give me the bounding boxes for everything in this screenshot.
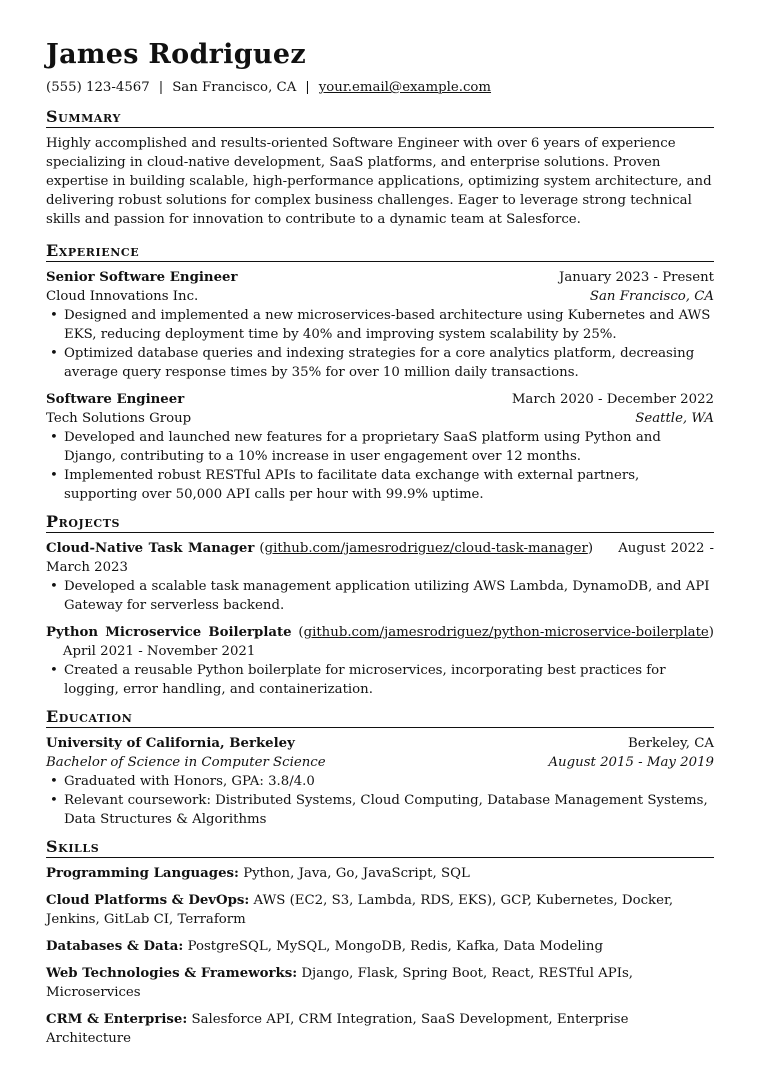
job-location: San Francisco, CA <box>589 289 714 304</box>
skill-value: Django, Flask, Spring Boot, React, RESTful APIs, Microservices <box>46 966 634 1000</box>
project-entry: Python Microservice Boilerplate (github.com/jamesrodriguez/python-microservice-boilerplate) April 2021 - November 2021 • Created a reusable Python boilerplate for microservices, incorporating best practices for logging, error handling, and containerization. <box>46 623 714 699</box>
section-title-experience: Experience <box>46 241 714 262</box>
section-title-projects: Projects <box>46 512 714 533</box>
job-bullet: • Optimized database queries and indexing strategies for a core analytics platform, decreasing average query response times by 35% for over 10 million daily transactions. <box>46 344 714 382</box>
project-dates: August 2022 - March 2023 <box>46 541 715 575</box>
project-entry: Cloud-Native Task Manager (github.com/jamesrodriguez/cloud-task-manager) August 2022 - March 2023 • Developed a scalable task management application utilizing AWS Lambda, DynamoDB, and API Gateway for serverless backend. <box>46 539 714 615</box>
experience-entry <box>46 268 714 382</box>
phone-number: (555) 123-4567 <box>46 80 150 95</box>
project-bullet: • Developed a scalable task management application utilizing AWS Lambda, DynamoDB, and API Gateway for serverless backend. <box>46 577 714 615</box>
job-bullet: • Implemented robust RESTful APIs to facilitate data exchange with external partners, supporting over 50,000 API calls per hour with 99.9% uptime. <box>46 466 714 504</box>
skill-label: Databases & Data: <box>46 939 184 954</box>
skill-row <box>46 891 714 929</box>
skill-value: Python, Java, Go, JavaScript, SQL <box>243 866 470 881</box>
project-bullet: • Created a reusable Python boilerplate for microservices, incorporating best practices for logging, error handling, and containerization. <box>46 661 714 699</box>
section-title-education: Education <box>46 707 714 728</box>
job-bullet: • Designed and implemented a new microservices-based architecture using Kubernetes and AWS EKS, reducing deployment time by 40% and improving system scalability by 25%. <box>46 306 714 344</box>
project-dates: April 2021 - November 2021 <box>62 644 256 659</box>
skill-value: AWS (EC2, S3, Lambda, RDS, EKS), GCP, Kubernetes, Docker, Jenkins, GitLab CI, Terraform <box>46 893 674 927</box>
job-dates: March 2020 - December 2022 <box>511 392 714 407</box>
job-company: Tech Solutions Group <box>46 411 192 426</box>
job-bullet: • Developed and launched new features for a proprietary SaaS platform using Python and Django, contributing to a 10% increase in user engagement over 12 months. <box>46 428 714 466</box>
job-dates: January 2023 - Present <box>559 270 714 285</box>
skill-value: Salesforce API, CRM Integration, SaaS Development, Enterprise Architecture <box>46 1012 629 1046</box>
project-link[interactable]: github.com/jamesrodriguez/python-microservice-boilerplate <box>303 625 709 640</box>
education-bullet: • Relevant coursework: Distributed Systems, Cloud Computing, Database Management Systems, Data Structures & Algorithms <box>46 791 714 829</box>
resume-page <box>46 40 714 1056</box>
degree-name: Bachelor of Science in Computer Science <box>46 755 326 770</box>
contact-line <box>46 79 714 97</box>
contact-separator: | <box>158 80 164 95</box>
school-name: University of California, Berkeley <box>46 736 295 751</box>
school-location: Berkeley, CA <box>627 736 714 751</box>
job-company: Cloud Innovations Inc. <box>46 289 199 304</box>
section-title-summary: Summary <box>46 107 714 128</box>
project-name: Python Microservice Boilerplate <box>46 625 292 640</box>
job-location: Seattle, WA <box>635 411 714 426</box>
education-dates: August 2015 - May 2019 <box>548 755 714 770</box>
job-role: Senior Software Engineer <box>46 270 238 285</box>
candidate-name: James Rodriguez <box>46 39 306 70</box>
skill-row <box>46 864 714 883</box>
skill-value: PostgreSQL, MySQL, MongoDB, Redis, Kafka, Data Modeling <box>187 939 603 954</box>
skill-row <box>46 1010 714 1048</box>
location-text: San Francisco, CA <box>172 80 297 95</box>
skill-label: CRM & Enterprise: <box>46 1012 188 1027</box>
skill-label: Cloud Platforms & DevOps: <box>46 893 250 908</box>
education-bullet: • Graduated with Honors, GPA: 3.8/4.0 <box>46 772 714 791</box>
education-entry <box>46 734 714 829</box>
project-link[interactable]: github.com/jamesrodriguez/cloud-task-manager <box>264 541 588 556</box>
email-link[interactable]: your.email@example.com <box>318 80 492 95</box>
skill-row <box>46 937 714 956</box>
skill-row <box>46 964 714 1002</box>
project-name: Cloud-Native Task Manager <box>46 541 255 556</box>
job-role: Software Engineer <box>46 392 185 407</box>
section-title-skills: Skills <box>46 837 714 858</box>
skill-label: Web Technologies & Frameworks: <box>46 966 298 981</box>
contact-separator: | <box>305 80 310 95</box>
skill-label: Programming Languages: <box>46 866 239 881</box>
summary-text: Highly accomplished and results-oriented Software Engineer with over 6 years of experience specializing in cloud-native development, SaaS platforms, and enterprise solutions. Proven expertise in building scalable, high-performance applications, optimizing system architecture, and delivering robust solutions for complex business challenges. Eager to leverage strong technical skills and passion for innovation to contribute to a dynamic team at Salesforce. <box>46 136 712 227</box>
experience-entry <box>46 390 714 504</box>
